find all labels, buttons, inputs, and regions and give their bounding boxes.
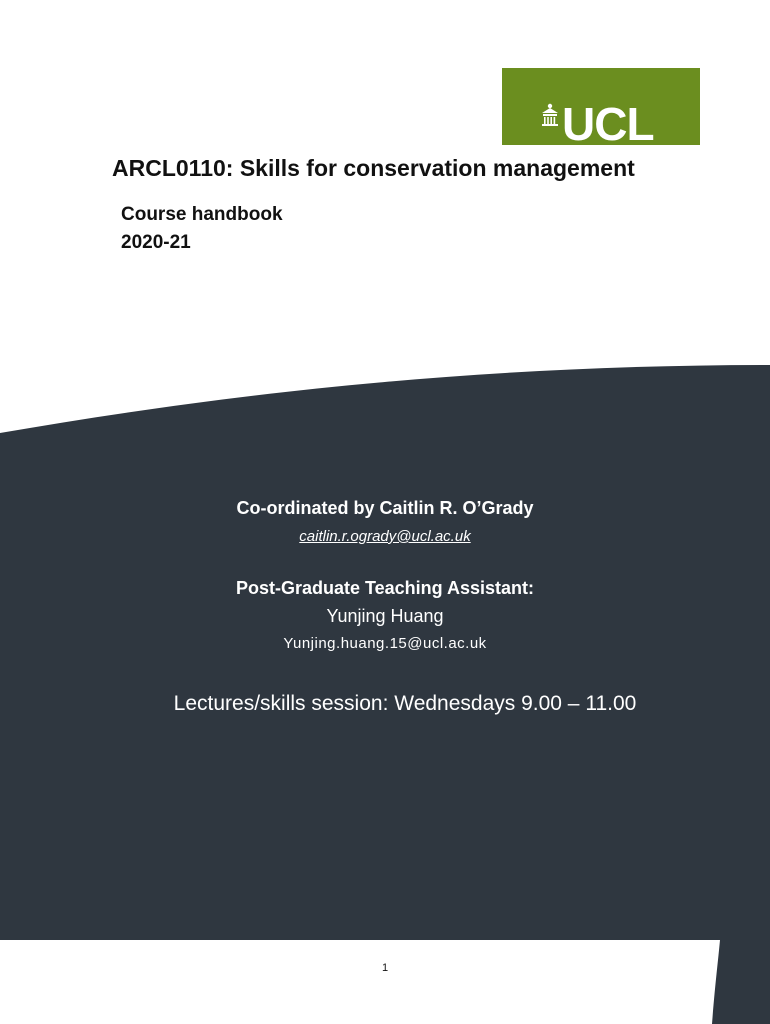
subtitle-handbook: Course handbook [121, 204, 283, 225]
document-title: ARCL0110: Skills for conservation management [112, 155, 635, 181]
subtitle-year: 2020-21 [121, 232, 191, 253]
document-subtitle [121, 201, 283, 257]
assistant-heading: Post-Graduate Teaching Assistant: [235, 578, 535, 598]
assistant-name: Yunjing Huang [326, 606, 444, 626]
coordinator-email-link[interactable]: caitlin.r.ogrady@ucl.ac.uk [299, 528, 471, 545]
assistant-email: Yunjing.huang.15@ucl.ac.uk [283, 635, 487, 652]
ucl-logo [502, 68, 700, 150]
coordinator-line: Co-ordinated by Caitlin R. O’Grady [236, 498, 534, 518]
ucl-logo-text: UCL [562, 98, 654, 150]
page-number: 1 [381, 962, 389, 974]
lectures-schedule: Lectures/skills session: Wednesdays 9.00 – 11.00 [173, 692, 637, 715]
